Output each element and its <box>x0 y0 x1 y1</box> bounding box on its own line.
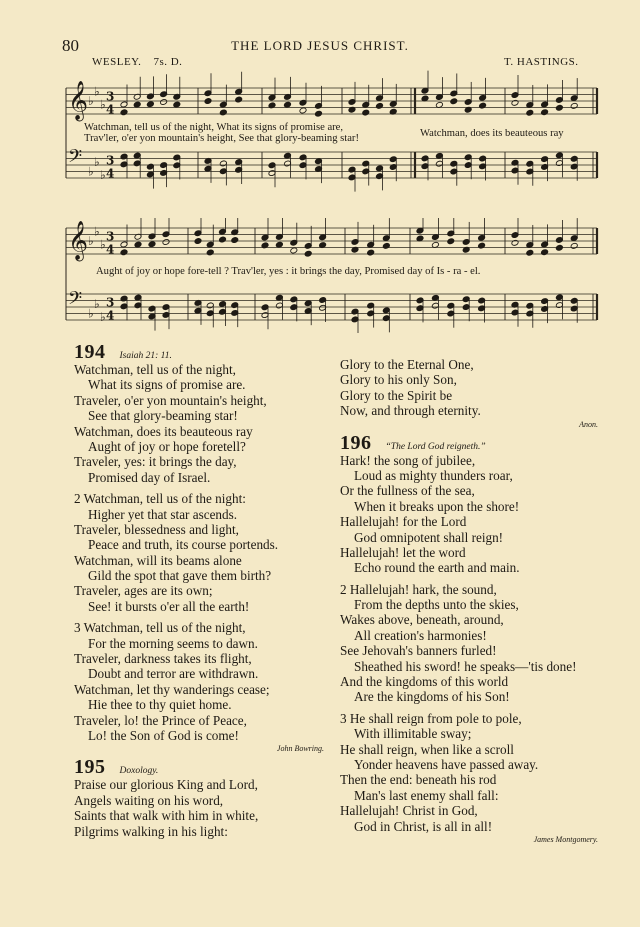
hymn-194-line: Traveler, o'er yon mountain's height, <box>74 392 267 408</box>
flat-sign-icon: ♭ <box>88 164 94 179</box>
treble-clef-icon: 𝄞 <box>68 80 89 121</box>
note-head <box>206 249 214 256</box>
hymn-196-line: Or the fullness of the sea, <box>340 483 475 499</box>
hymn-195-cont-line: Glory to his only Son, <box>340 372 457 388</box>
flat-sign-icon: ♭ <box>94 296 100 311</box>
note-head <box>447 238 455 245</box>
hymn-attribution: John Bowring. <box>276 744 324 754</box>
hymn-195-cont-line: Glory to the Spirit be <box>340 387 453 403</box>
note-head <box>146 101 154 108</box>
note-head <box>511 239 519 246</box>
hymn-196-line: Hallelujah! let the word <box>340 544 466 560</box>
hymn-196-line: 3 He shall reign from pole to pole, <box>340 710 522 726</box>
hymn-194-line: Aught of joy or hope foretell? <box>88 438 246 454</box>
hymn-196-line: Are the kingdoms of his Son! <box>354 689 510 705</box>
note-head <box>284 101 292 108</box>
hymn-194-line: Watchman, does its beauteous ray <box>74 423 253 439</box>
hymn-number: 196 <box>340 431 372 454</box>
note-head <box>367 249 375 256</box>
hymn-196-line: With illimitable sway; <box>354 726 472 742</box>
time-signature: 3 <box>106 89 115 104</box>
hymn-196-line: Hark! the song of jubilee, <box>340 452 476 468</box>
tune-name: WESLEY. <box>92 56 142 68</box>
hymn-194-line: Watchman, let thy wanderings cease; <box>74 681 270 697</box>
hymn-194-line: Traveler, yes: it brings the day, <box>74 454 237 470</box>
flat-sign-icon: ♭ <box>94 224 100 239</box>
hymn-196-line: And the kingdoms of this world <box>340 674 509 690</box>
hymn-194-line: Traveler, darkness takes its flight, <box>74 651 252 667</box>
hymn-heading <box>74 342 324 362</box>
bass-clef-icon: 𝄢 <box>68 146 83 172</box>
bass-clef-icon: 𝄢 <box>68 288 83 314</box>
hymn-194-line: Higher yet that star ascends. <box>88 506 238 522</box>
hymn-196-line: He shall reign, when like a scroll <box>340 741 514 757</box>
note-head <box>570 242 578 249</box>
note-head <box>133 101 141 108</box>
hymn-196-line: Echo round the earth and main. <box>354 560 520 576</box>
note-head <box>290 247 298 254</box>
hymn-196-line: Hallelujah! Christ in God, <box>340 803 478 819</box>
note-head <box>526 249 534 256</box>
note-head <box>555 244 563 251</box>
note-head <box>235 96 243 103</box>
hymn-194-line: For the morning seems to dawn. <box>88 635 258 651</box>
hymn-196-line: Hallelujah! for the Lord <box>340 514 467 530</box>
lyric-line-1: Watchman, tell us of the night, What its signs of promise are, <box>84 122 344 133</box>
hymn-195-line: Pilgrims walking in his light: <box>74 823 228 839</box>
hymn-194-line: 2 Watchman, tell us of the night: <box>74 491 246 507</box>
note-head <box>362 109 370 116</box>
hymn-194-line: What its signs of promise are. <box>88 377 246 393</box>
hymn-source: “The Lord God reigneth.” <box>385 441 486 452</box>
hymn-196-line: From the depths unto the skies, <box>354 597 519 613</box>
note-head <box>478 242 486 249</box>
note-head <box>382 242 390 249</box>
note-head <box>511 99 519 106</box>
hymn-194-line: Hie thee to thy quiet home. <box>88 697 232 713</box>
hymn-196-line: Loud as mighty thunders roar, <box>354 467 513 483</box>
hymn-196-line: God in Christ, is all in all! <box>354 818 493 834</box>
time-signature: 4 <box>106 308 115 323</box>
hymn-195-cont-line: Glory to the Eternal One, <box>340 357 474 372</box>
hymn-194-line: Promised day of Israel. <box>88 469 211 485</box>
hymn-196-line: Yonder heavens have passed away. <box>354 756 539 772</box>
hymn-195-cont-line: Now, and through eternity. <box>340 403 481 419</box>
note-head <box>299 107 307 114</box>
note-head <box>120 109 128 116</box>
time-signature: 3 <box>106 153 115 168</box>
note-head <box>194 238 202 245</box>
hymn-196-line: See Jehovah's banners furled! <box>340 643 497 659</box>
flat-sign-icon: ♭ <box>94 84 100 99</box>
hymn-194-line: Traveler, lo! the Prince of Peace, <box>74 712 247 728</box>
hymn-heading <box>340 433 598 453</box>
hymn-194-line: Traveler, blessedness and light, <box>74 521 239 537</box>
note-head <box>450 98 458 105</box>
hymn-195-line: Angels waiting on his word, <box>74 792 224 808</box>
time-signature: 4 <box>106 242 115 257</box>
flat-sign-icon: ♭ <box>88 234 94 248</box>
hymn-196-line: Then the end: beneath his rod <box>340 772 497 788</box>
note-head <box>526 109 534 116</box>
time-signature: 4 <box>106 166 115 181</box>
lyric-line-2: Trav'ler, o'er yon mountain's height, See that glory-beaming star! <box>84 133 359 144</box>
note-head <box>555 104 563 111</box>
note-head <box>376 102 384 109</box>
note-head <box>204 98 212 105</box>
hymn-195-line: Praise our glorious King and Lord, <box>74 777 258 793</box>
hymn-196-line: 2 Hallelujah! hark, the sound, <box>340 581 497 597</box>
left-column <box>74 340 324 839</box>
flat-sign-icon: ♭ <box>100 167 106 182</box>
hymn-194-line: Watchman, will its beams alone <box>74 552 242 568</box>
hymn-194-line: Lo! the Son of God is come! <box>88 727 239 743</box>
hymn-source: Isaiah 21: 11. <box>119 351 172 361</box>
note-head <box>570 102 578 109</box>
flat-sign-icon: ♭ <box>100 97 106 112</box>
hymn-194-line: Doubt and terror are withdrawn. <box>88 666 259 682</box>
hymn-heading <box>74 757 324 777</box>
note-head <box>160 99 168 106</box>
note-head <box>219 236 227 243</box>
page-number: 80 <box>62 36 79 55</box>
hymn-194-line: 3 Watchman, tell us of the night, <box>74 620 246 636</box>
note-head <box>219 109 227 116</box>
hymn-196-line: Wakes above, beneath, around, <box>340 612 504 628</box>
note-head <box>231 237 239 244</box>
flat-sign-icon: ♭ <box>100 309 106 324</box>
note-head <box>541 109 549 116</box>
note-head <box>541 249 549 256</box>
hymn-194-line: Gild the spot that gave them birth? <box>88 568 272 584</box>
note-head <box>479 102 487 109</box>
hymn-196-line: When it breaks upon the shore! <box>354 498 520 514</box>
note-head <box>120 249 128 256</box>
note-head <box>304 250 312 257</box>
note-head <box>275 241 283 248</box>
flat-sign-icon: ♭ <box>88 306 94 321</box>
hymn-source: Doxology. <box>119 766 159 777</box>
hymn-number: 195 <box>74 756 106 779</box>
time-signature: 4 <box>106 102 115 117</box>
note-head <box>173 101 181 108</box>
time-signature: 3 <box>106 295 115 310</box>
hymn-194-line: See that glory-beaming star! <box>88 408 238 424</box>
hymn-196-line: Sheathed his sword! he speaks—'tis done! <box>354 658 577 674</box>
note-head <box>162 239 170 246</box>
right-column <box>340 357 598 846</box>
composer-name: T. HASTINGS. <box>504 56 579 68</box>
hymn-196-line: All creation's harmonies! <box>354 627 487 643</box>
lyric-line-right: Watchman, does its beauteous ray <box>420 128 564 139</box>
running-head: THE LORD JESUS CHRIST. <box>231 38 409 53</box>
hymn-attribution: James Montgomery. <box>533 834 598 844</box>
tune-heading <box>92 56 182 68</box>
hymn-196-line: God omnipotent shall reign! <box>354 529 504 545</box>
tune-meter: 7s. D. <box>153 56 183 68</box>
hymn-number: 194 <box>74 341 106 363</box>
hymn-194-line: Peace and truth, its course portends. <box>88 537 279 553</box>
note-head <box>134 241 142 248</box>
hymn-attribution: Anon. <box>579 419 598 429</box>
flat-sign-icon: ♭ <box>100 237 106 252</box>
hymn-194-line: See! it bursts o'er all the earth! <box>88 598 250 614</box>
note-head <box>148 241 156 248</box>
lyric-line-3: Aught of joy or hope fore-tell ? Trav'ler, yes : it brings the day, Promised day of Is - ra - el. <box>96 266 481 277</box>
flat-sign-icon: ♭ <box>94 154 100 169</box>
treble-clef-icon: 𝄞 <box>68 220 89 261</box>
flat-sign-icon: ♭ <box>88 94 94 108</box>
hymn-195-line: Saints that walk with him in white, <box>74 808 259 824</box>
hymn-194-line: Watchman, tell us of the night, <box>74 362 236 377</box>
time-signature: 3 <box>106 229 115 244</box>
hymn-194-line: Traveler, ages are its own; <box>74 583 213 599</box>
note-head <box>315 110 323 117</box>
hymn-196-line: Man's last enemy shall fall: <box>354 787 499 803</box>
